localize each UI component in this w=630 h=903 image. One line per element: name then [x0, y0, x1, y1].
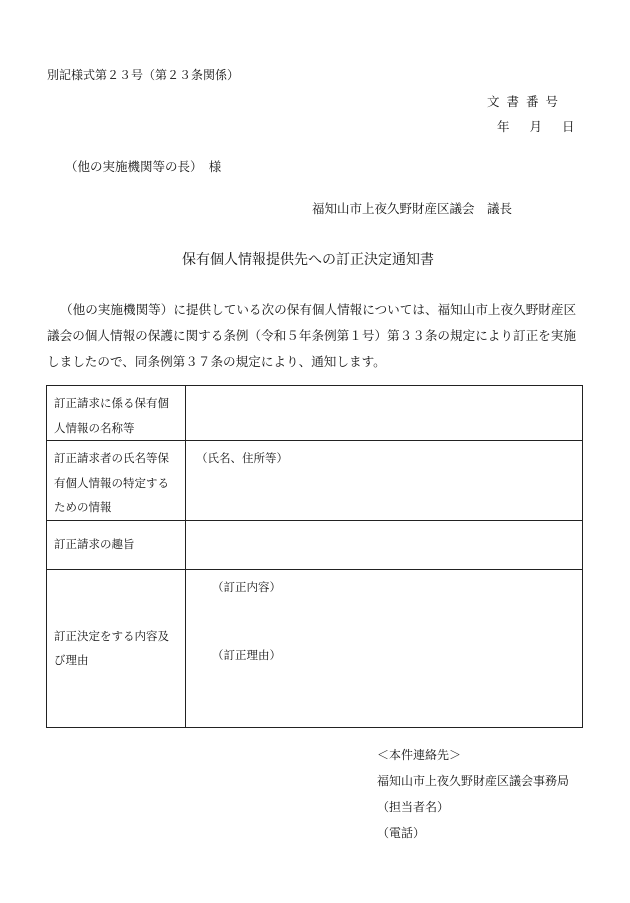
- table-row: [47, 520, 583, 569]
- table-row-label: 訂正請求の趣旨: [47, 520, 186, 569]
- table-row: [47, 386, 583, 441]
- table-row: [47, 441, 583, 521]
- contact-office: 福知山市上夜久野財産区議会事務局: [377, 774, 570, 788]
- table-row-value: [186, 386, 583, 441]
- contact-phone: （電話）: [377, 826, 426, 840]
- table-row-label: 訂正決定をする内容及び理由: [47, 569, 186, 727]
- date-label: 年 月 日: [497, 119, 575, 134]
- table-row-value: [186, 520, 583, 569]
- contact-heading: ＜本件連絡先＞: [377, 748, 462, 762]
- correction-content-label: （訂正内容）: [212, 579, 281, 594]
- contact-person: （担当者名）: [377, 800, 450, 814]
- table-row-value: （氏名、住所等）: [186, 441, 583, 521]
- sender: 福知山市上夜久野財産区議会 議長: [312, 201, 513, 216]
- form-number: 別記様式第２３号（第２３条関係）: [47, 68, 240, 82]
- information-table: [46, 385, 583, 728]
- table-row-value: [186, 569, 583, 727]
- document-title: 保有個人情報提供先への訂正決定通知書: [182, 252, 434, 268]
- contact-info: [377, 742, 569, 846]
- correction-reason-label: （訂正理由）: [212, 647, 281, 662]
- document-number-label: 文書番号: [487, 94, 566, 109]
- table-row-label: 訂正請求に係る保有個人情報の名称等: [47, 386, 186, 441]
- table-row: [47, 569, 583, 727]
- body-text: （他の実施機関等）に提供している次の保有個人情報については、福知山市上夜久野財産区議会の個人情報の保護に関する条例（令和５年条例第１号）第３３条の規定により訂正を実施しましたので、同条例第３７条の規定により、通知します。: [47, 302, 577, 369]
- table-row-label: 訂正請求者の氏名等保有個人情報の特定するための情報: [47, 441, 186, 521]
- addressee: （他の実施機関等の長） 様: [65, 159, 222, 174]
